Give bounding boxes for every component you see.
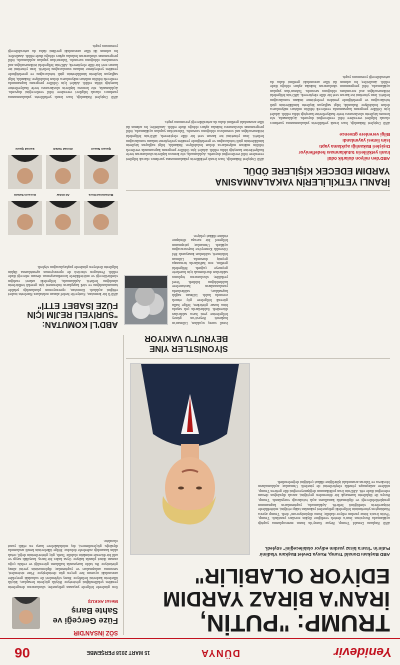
- side-column-divider: [123, 335, 124, 635]
- portrait-card: [8, 147, 42, 189]
- main-headline-line-2: İRAN'A BİRAZ YARDIM: [162, 587, 390, 610]
- story-two-headline-3: FÜZE İSABET ETTİ": [37, 301, 118, 311]
- story-four-headline-1: İRANLI YETKİLİLERİN YAKALANMASINA: [215, 177, 390, 187]
- portrait-card: [46, 193, 80, 235]
- story-two-headline-1: ABD'Lİ KOMUTAN:: [42, 320, 118, 330]
- logo: Yenidevir: [333, 645, 392, 660]
- column-body: Son günlerde bölgede yaşanan gelişmeler, uluslararası dengelerin yeniden şekillendiğini gösteriyor. Büyük güçlerin hesapları, küçük ülkelerin kaderini belirliyor. Barış söylemleri ile sahadaki gerçekler arasındaki uçurum her geçen gün derinleşiyor. Füze sistemleri, savunma anlaşmaları ve yaptırımlar, diplomasinin yerini almış görünüyor. Bu tablo karşısında halkların güvenliği ve refahı çoğu zaman ikinci planda kalıyor. Oysa kalıcı bir barış, karşılıklı saygı ve adil bir düzenle mümkün olabilir. Tarih, güç gösterilerinin değil, ortak aklın kazandığı zaferlerle doludur. Bölge ülkelerinin kendi aralarında diyaloğu güçlendirmesi, dış müdahalelere karşı en etkili yanıt olacaktır.: [8, 539, 118, 589]
- story-four-body-col-1: ABD Dışişleri Bakanlığı, bazı İranlı yetkililerin yakalanmasına yardımcı olacak bilgileri verenlere ödül verileceğini duyurdu. Açıklamada, söz konusu kişilerin uluslararası terör faaliyetlerine karıştığı iddia edildi. Adalet İçin Ödüller programı kapsamında verilecek ödülün miktarı milyonlarca doları bulabiliyor. Bakanlık, bilgi sağlayan kişilerin kimliklerinin gizli tutulacağını ve gerektiğinde yeniden yerleştirme imkanı sunulacağını belirtti. İran yönetimi ise kararı sert bir dille eleştirerek, ABD'nin bölgedeki istikrarsızlığın asıl sorumlusu olduğunu savundu. Tahran'dan yapılan açıklamada, ödül programının uluslararası hukuka aykırı olduğu ifade edildi. Analistler, bu adımın iki ülke arasındaki gerilimi daha da artırabileceği yorumunu yaptı.: [270, 75, 390, 125]
- portrait-icon: [8, 155, 42, 189]
- story-two-headline-2: "SURİYELİ REJİM İÇİN: [27, 310, 118, 321]
- main-story-body: ABD Başkanı Donald Trump, Beyaz Saray'da basın mensuplarına yaptığı açıklamada Rusya'nın İran'a destek verdiğine ilişkin soruları yanıtladı. Trump, "Putin İran'a biraz yardım ediyor olabilir, bunu düşünüyorum" dedi. Trump ayrıca Washington yönetiminin bölgedeki gelişmeleri yakından takip ettiğini, müttefiklerle istişarelerin sürdüğünü belirtti. Açıklamada, yaptırımların kapsamının genişletilebileceği ve diplomatik kanalların açık tutulacağı vurgulandı. Trump, Rusya ile ilişkilerin karmaşık bir dönemden geçtiğini, ancak diyaloğun devam edeceğini ifade etti. ABD'nin İran politikasının değişmeyeceğini dile getiren Trump, nükleer anlaşmaya yönelik eleştirilerini de yineledi. Uzmanlar, açıklamaların Moskova ve Tahran arasındaki işbirliğine dikkat çektiğini değerlendirdi.: [258, 479, 390, 525]
- story-four-subheads: [270, 131, 390, 161]
- story-two-body: ABD'li bir komutan, Suriye'de hedef alınan noktalara füzelerin isabet ettiğini açıkladı. Komutan, operasyonun planlandığı şekilde tamamlandığını ve sivil kayıpların önlenmesi için gerekli tedbirlerin alındığını belirtti. Açıklamada, bölgedeki askeri varlığın sürdürüleceği ve müttefiklerle koordinasyonun devam edeceği ifade edildi. Pentagon sözcüsü de operasyonun ayrıntılarına ilişkin bilgilerin ilerleyen günlerde paylaşılacağını söyledi.: [8, 264, 118, 297]
- main-story-photo: [130, 363, 250, 555]
- story-four-headline-2: YARDIM EDECEK KİŞİLERE ÖDÜL: [243, 166, 390, 176]
- story-three: [126, 334, 228, 353]
- masthead: [0, 638, 400, 665]
- horizontal-divider-2: [126, 190, 390, 191]
- portrait-caption: Esmail Qaani: [15, 147, 35, 151]
- story-three-photo: [124, 275, 168, 325]
- story-three-headline-1: SİYONİSTLER YİNE: [149, 344, 228, 354]
- portrait-icon: [84, 201, 118, 235]
- portrait-caption: Mohammad Reza: [88, 193, 114, 197]
- portrait-caption: Ali Akbar: [56, 193, 70, 197]
- portrait-caption: Hossein Salami: [13, 193, 37, 197]
- story-two: [8, 237, 118, 330]
- story-four-subhead: İsim listesi yayımlandı: [342, 138, 390, 143]
- story-four-body-col-3: ABD Dışişleri Bakanlığı, bazı İranlı yetkililerin yakalanmasına yardımcı olacak bilgileri verenlere ödül verileceğini duyurdu. Açıklamada, söz konusu kişilerin uluslararası terör faaliyetlerine karıştığı iddia edildi. Adalet İçin Ödüller programı kapsamında verilecek ödülün miktarı milyonlarca doları bulabiliyor. Bakanlık, bilgi sağlayan kişilerin kimliklerinin gizli tutulacağını ve gerektiğinde yeniden yerleştirme imkanı sunulacağını belirtti. İran yönetimi ise kararı sert bir dille eleştirerek, ABD'nin bölgedeki istikrarsızlığın asıl sorumlusu olduğunu savundu. Tahran'dan yapılan açıklamada, ödül programının uluslararası hukuka aykırı olduğu ifade edildi. Analistler, bu adımın iki ülke arasındaki gerilimi daha da artırabileceği yorumunu yaptı.: [8, 44, 118, 99]
- horizontal-divider-1: [126, 358, 390, 359]
- author-photo: [12, 597, 40, 629]
- main-story-lead: ABD Başkanı Donald Trump, Rusya Devlet Başkanı Vladimir Putin'in "İran'a biraz yardım ediyor olabileceğini" söyledi.: [259, 546, 390, 557]
- side-column: [8, 339, 118, 635]
- main-headline-line-1: TRUMP: "PUTİN,: [199, 609, 390, 636]
- portrait-caption: Ahmad Vahidi: [53, 147, 73, 151]
- story-four-body-col-2: ABD Dışişleri Bakanlığı, bazı İranlı yetkililerin yakalanmasına yardımcı olacak bilgileri verenlere ödül verileceğini duyurdu. Açıklamada, söz konusu kişilerin uluslararası terör faaliyetlerine karıştığı iddia edildi. Adalet İçin Ödüller programı kapsamında verilecek ödülün miktarı milyonlarca doları bulabiliyor. Bakanlık, bilgi sağlayan kişilerin kimliklerinin gizli tutulacağını ve gerektiğinde yeniden yerleştirme imkanı sunulacağını belirtti. İran yönetimi ise kararı sert bir dille eleştirerek, ABD'nin bölgedeki istikrarsızlığın asıl sorumlusu olduğunu savundu. Tahran'dan yapılan açıklamada, ödül programının uluslararası hukuka aykırı olduğu ifade edildi. Analistler, bu adımın iki ülke arasındaki gerilimi daha da artırabileceği yorumunu yaptı.: [126, 120, 264, 161]
- portrait-icon: [8, 201, 42, 235]
- section-title: DÜNYA: [200, 647, 240, 658]
- page-number: 06: [14, 645, 30, 661]
- portrait-grid: [8, 105, 118, 235]
- story-four-headline: [120, 165, 390, 187]
- portrait-icon: [84, 155, 118, 189]
- portrait-icon: [46, 201, 80, 235]
- portrait-card: [84, 147, 118, 189]
- story-four-subhead: Dışişleri Bakanlığı açıklama yaptı: [319, 144, 390, 149]
- portrait-card: [46, 147, 80, 189]
- column-title-line-2: Sahte Barış: [71, 606, 118, 616]
- story-four-subhead: ABD'den milyon dolarlık ödül: [327, 156, 390, 161]
- column-author: Mesut AKKUŞ: [87, 599, 118, 604]
- main-headline-line-3: EDİYOR OLABİLİR": [194, 564, 390, 587]
- author-avatar-icon: [12, 597, 40, 629]
- story-four-subhead: Bilgi verenlere güvence: [339, 132, 390, 137]
- portrait-icon: [46, 155, 80, 189]
- story-three-body: İsrail savaş uçakları, Lübnan'ın başkenti Beyrut'un güney bölgelerine yeni hava saldırıları düzenledi. Saldırılarda çok sayıda bina hasar görürken, bölge halkı güvenli bölgelere göç etmek zorunda kaldı. Lübnan sağlık kaynakları, saldırılarda yaralananların hastanelere kaldırıldığını bildirdi. Yerel yetkililer, uluslararası toplumu saldırıları durdurmak için harekete geçmeye çağırdı. Bölgedeki gerilim, son haftalarda tırmanışa geçmiş durumda. Lübnan hükümeti, saldırıları kınayarak BM Güvenlik Konseyi'ne başvuracağını açıkladı. Uzmanlar, çatışmanın bölgesel bir savaşa dönüşme riskine dikkat çekiyor.: [172, 233, 228, 325]
- portrait-illustration: [131, 364, 249, 554]
- issue-date: 15 MART 2018 PERŞEMBE: [86, 649, 150, 655]
- smoke-photo: [125, 276, 167, 324]
- column-rubric: SÖZ İNSAN'DIR: [73, 629, 118, 635]
- column-title-line-1: Füze Gerçeği ve: [52, 616, 118, 626]
- portrait-card: [8, 193, 42, 235]
- story-four-subhead: İranlı yetkililerin tutuklanması hedefleniyor: [298, 150, 390, 155]
- main-headline: [130, 564, 390, 635]
- portrait-card: [84, 193, 118, 235]
- portrait-caption: Qasem Naseri: [91, 147, 112, 151]
- story-three-headline-2: BEYRUT'U VAKIYOR: [144, 334, 228, 345]
